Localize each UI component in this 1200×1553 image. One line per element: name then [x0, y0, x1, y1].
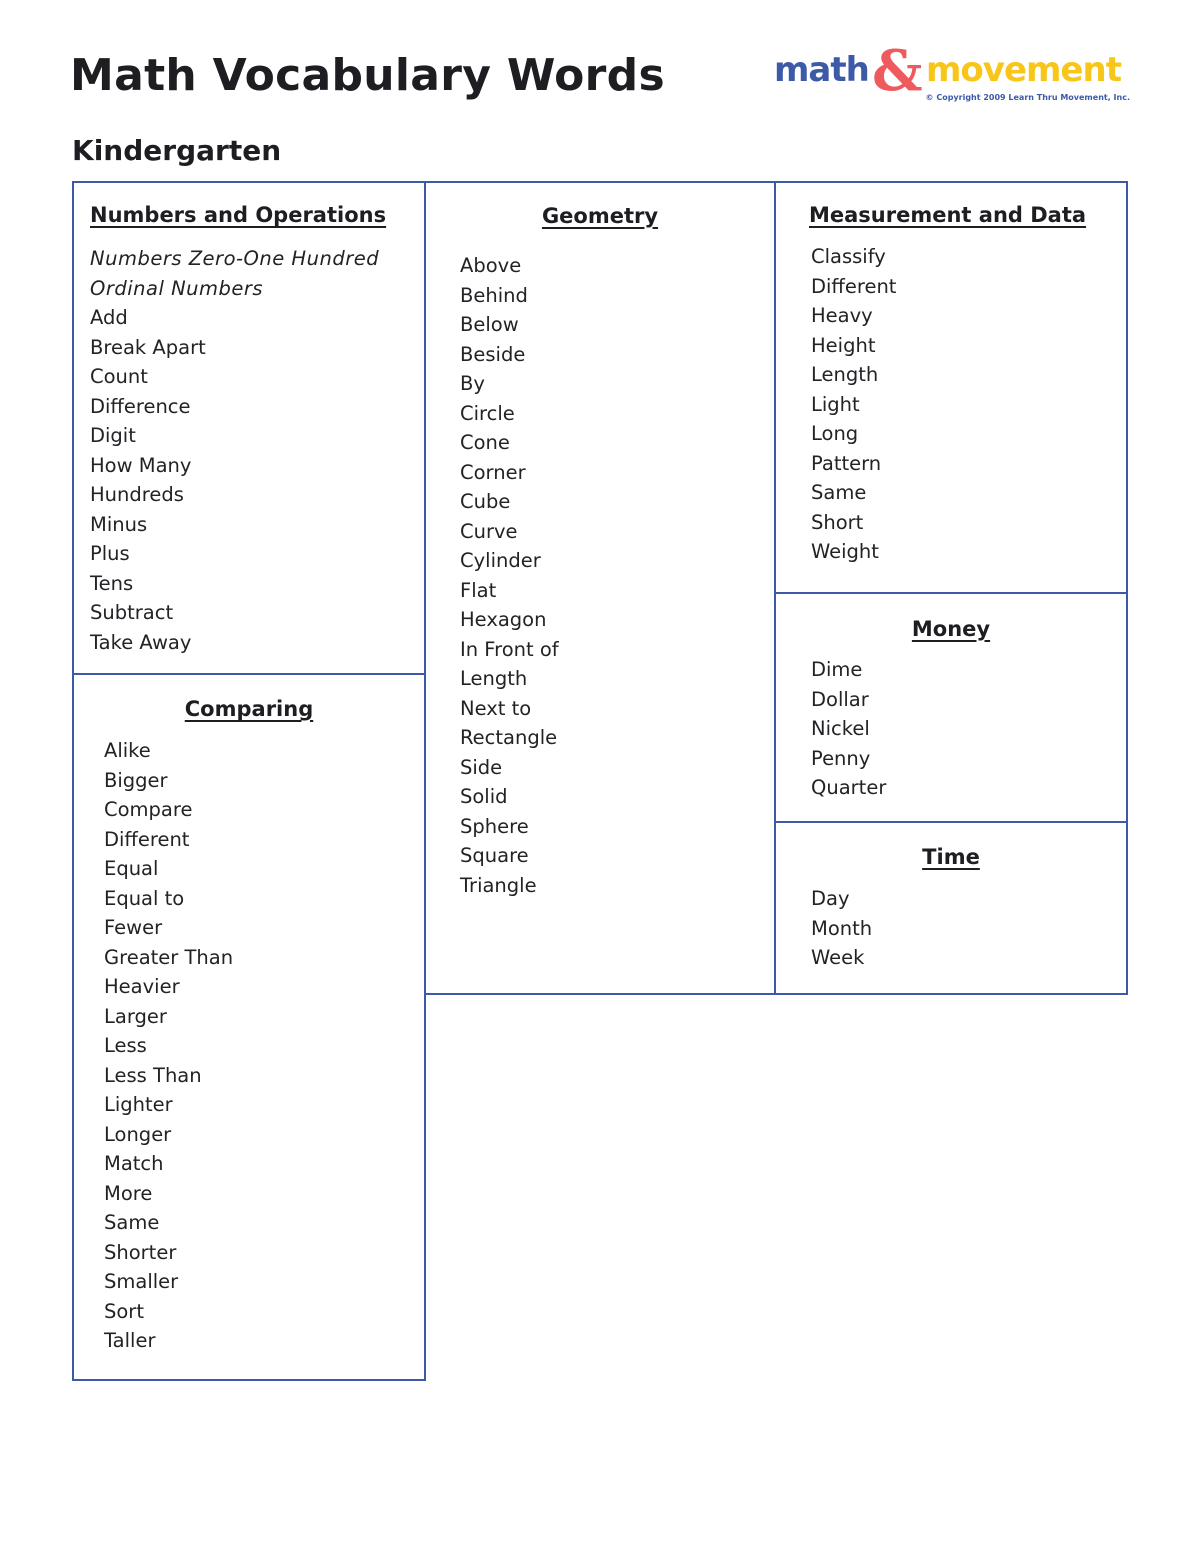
math-and-movement-logo [774, 38, 1134, 108]
vocabulary-word: Length [811, 363, 879, 386]
vocabulary-word: Sphere [460, 814, 529, 838]
vocabulary-word: How Many [90, 453, 192, 477]
vocabulary-word: Triangle [460, 873, 537, 897]
vocabulary-word: Short [811, 510, 864, 534]
vocabulary-word: Sort [104, 1299, 144, 1323]
vocabulary-word: Behind [460, 283, 528, 307]
vocabulary-word: Penny [811, 746, 871, 770]
numbers-and-operations-heading: Numbers and Operations [90, 203, 387, 227]
vocabulary-word: Bigger [104, 768, 168, 792]
logo-ampersand: & [872, 38, 923, 104]
vocabulary-word: Minus [90, 512, 148, 536]
vocabulary-word: Solid [460, 785, 508, 808]
vocabulary-word: Different [104, 827, 190, 851]
vocabulary-word: Lighter [104, 1093, 173, 1116]
vocabulary-word: Shorter [104, 1240, 177, 1264]
vocabulary-word: Digit [90, 424, 136, 447]
vocabulary-word: Count [90, 365, 148, 388]
vocabulary-word: Weight [811, 540, 879, 563]
vocabulary-word: Nickel [811, 717, 870, 740]
vocabulary-word: Circle [460, 401, 515, 425]
vocabulary-word: Height [811, 333, 876, 357]
vocabulary-word: Larger [104, 1004, 167, 1028]
vocabulary-word: Taller [104, 1329, 156, 1352]
vocabulary-word: Match [104, 1152, 164, 1175]
money-panel [774, 592, 1128, 824]
comparing-panel [72, 673, 426, 1381]
money-word-list [811, 655, 886, 803]
vocabulary-word: Long [811, 422, 859, 445]
vocabulary-word: Same [104, 1211, 160, 1234]
vocabulary-word: Difference [90, 394, 191, 418]
vocabulary-word: Cube [460, 490, 511, 513]
vocabulary-word: Equal [104, 857, 159, 880]
vocabulary-word: More [104, 1181, 153, 1205]
vocabulary-word: Curve [460, 519, 518, 543]
vocabulary-word: Less [104, 1034, 147, 1057]
vocabulary-word: Dime [811, 658, 863, 681]
vocabulary-word: Ordinal Numbers [90, 276, 264, 300]
vocabulary-word: Alike [104, 739, 151, 762]
measurement-and-data-panel [774, 181, 1128, 595]
vocabulary-word: Different [811, 274, 897, 298]
geometry-panel [424, 181, 776, 995]
vocabulary-word: Compare [104, 798, 193, 821]
vocabulary-word: Cone [460, 431, 510, 454]
measurement-word-list [811, 242, 896, 567]
vocabulary-word: Day [811, 887, 850, 910]
vocabulary-word: Dollar [811, 687, 869, 711]
vocabulary-word: Light [811, 392, 860, 416]
numbers-and-operations-panel [72, 181, 426, 675]
vocabulary-word: Square [460, 844, 529, 867]
vocabulary-word: In Front of [460, 637, 559, 661]
vocabulary-word: Heavier [104, 975, 180, 998]
geometry-heading: Geometry [541, 204, 659, 228]
vocabulary-word: Flat [460, 578, 497, 602]
vocabulary-word: Below [460, 313, 519, 336]
vocabulary-word: By [460, 372, 485, 395]
measurement-and-data-heading: Measurement and Data [809, 203, 1087, 227]
logo-word-movement: movement [926, 50, 1121, 90]
vocabulary-word: Plus [90, 542, 130, 565]
vocabulary-word: Cylinder [460, 549, 541, 572]
vocabulary-word: Next to [460, 696, 532, 720]
comparing-heading: Comparing [184, 697, 314, 721]
vocabulary-word: Length [460, 667, 528, 690]
logo-copyright: © Copyright 2009 Learn Thru Movement, Inc. [925, 93, 1130, 102]
vocabulary-word: Above [460, 254, 522, 277]
vocabulary-word: Longer [104, 1122, 172, 1146]
time-word-list [811, 884, 872, 973]
vocabulary-word: Tens [90, 571, 134, 595]
time-heading: Time [922, 845, 980, 869]
vocabulary-word: Subtract [90, 601, 174, 624]
page-title: Math Vocabulary Words [70, 50, 665, 101]
vocabulary-word: Classify [811, 245, 886, 268]
vocabulary-word: Hundreds [90, 483, 184, 506]
comparing-word-list [104, 736, 233, 1356]
vocabulary-word: Take Away [90, 630, 192, 654]
vocabulary-word: Month [811, 916, 873, 940]
vocabulary-word: Less Than [104, 1063, 202, 1087]
vocabulary-word: Break Apart [90, 335, 206, 359]
time-panel [774, 821, 1128, 995]
numbers-word-list [90, 244, 379, 657]
vocabulary-word: Numbers Zero-One Hundred [90, 247, 380, 270]
vocabulary-word: Fewer [104, 916, 163, 939]
vocabulary-word: Smaller [104, 1270, 179, 1293]
vocabulary-word: Side [460, 755, 503, 779]
logo-word-math: math [774, 50, 869, 90]
vocabulary-word: Beside [460, 342, 526, 366]
vocabulary-word: Corner [460, 460, 526, 484]
grade-subtitle: Kindergarten [72, 134, 282, 167]
vocabulary-word: Hexagon [460, 608, 547, 631]
vocabulary-word: Add [90, 306, 128, 329]
vocabulary-word: Pattern [811, 451, 882, 475]
vocabulary-word: Same [811, 481, 867, 504]
vocabulary-word: Week [811, 946, 865, 969]
money-heading: Money [911, 617, 991, 641]
geometry-word-list [460, 251, 559, 900]
vocabulary-word: Greater Than [104, 945, 234, 969]
vocabulary-word: Rectangle [460, 726, 558, 749]
vocabulary-word: Quarter [811, 776, 887, 799]
vocabulary-word: Equal to [104, 886, 185, 910]
vocabulary-word: Heavy [811, 304, 873, 327]
